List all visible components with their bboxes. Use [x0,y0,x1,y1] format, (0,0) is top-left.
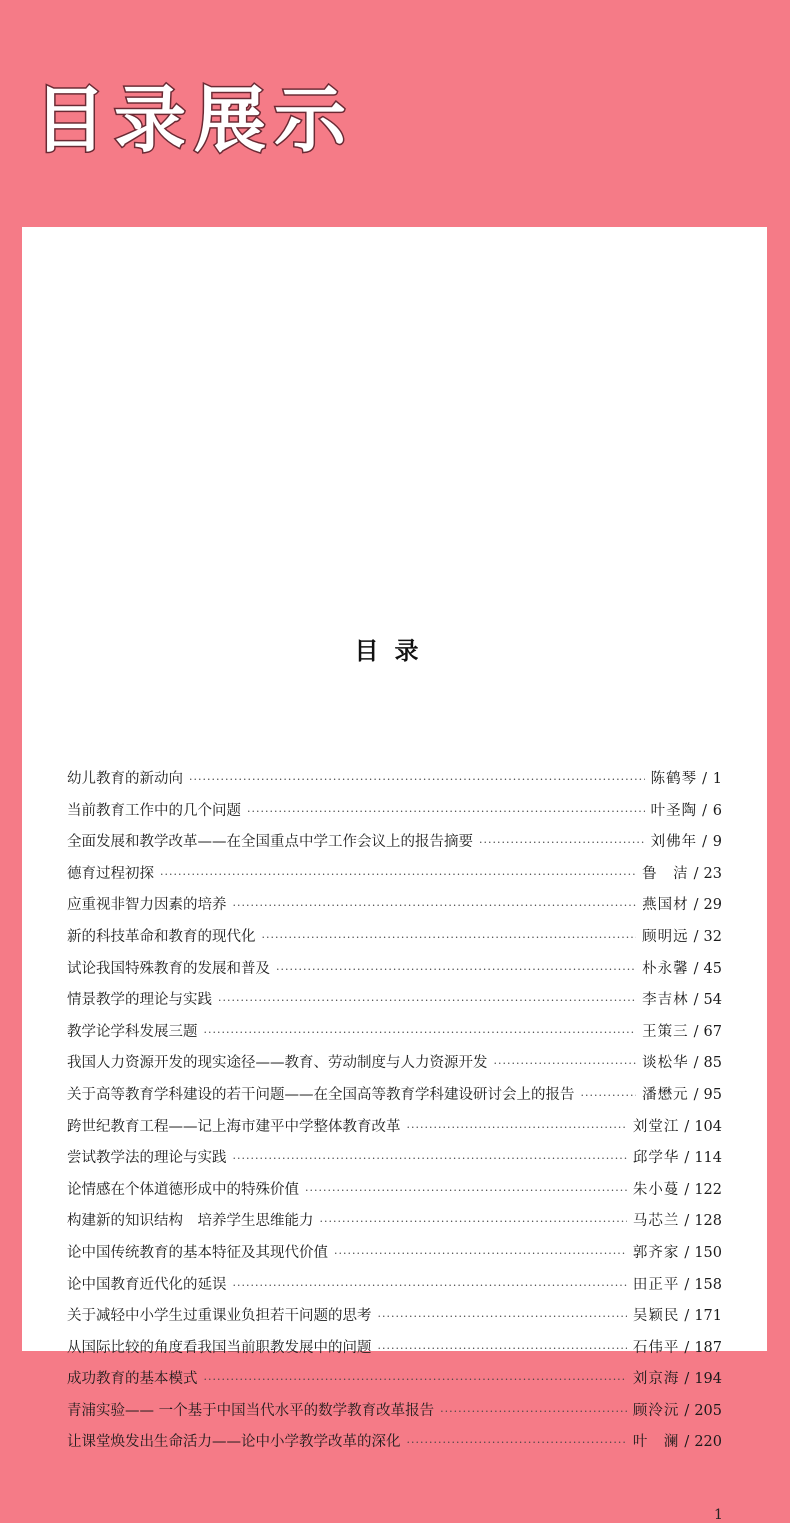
toc-entry-author: 刘堂江 [632,1118,680,1135]
toc-entry [67,1178,722,1210]
toc-entry-separator: / [702,771,707,787]
toc-entry-page: 67 [703,1023,722,1040]
toc-entry-page: 29 [703,897,722,914]
toc-entry-page: 171 [694,1308,722,1325]
toc-entry-author: 谈松华 [642,1055,689,1072]
toc-entry-page: 45 [703,960,722,977]
toc-entry-separator: / [693,992,699,1009]
dot-leader [262,931,637,944]
toc-entry [67,767,722,799]
toc-entry-title: 当前教育工作中的几个问题 [67,802,241,819]
toc-entry-author: 田正平 [632,1276,680,1293]
toc-entry [67,1241,722,1273]
toc-entry-title: 教学论学科发展三题 [67,1023,198,1040]
toc-entry-separator: / [693,1086,699,1103]
dot-leader [440,1405,627,1418]
toc-entry-separator: / [684,1402,690,1419]
toc-entry [67,799,722,831]
toc-entry-author: 叶 澜 [632,1434,680,1451]
toc-entry-page: 95 [703,1086,722,1103]
toc-entry-title: 从国际比较的角度看我国当前职教发展中的问题 [67,1339,372,1356]
toc-entry-separator: / [684,1244,690,1261]
toc-entry-page: 32 [703,928,722,945]
dot-leader [160,868,636,881]
toc-entry-page: 194 [694,1371,722,1388]
toc-entry-separator: / [684,1339,690,1356]
toc-entry-separator: / [693,865,699,882]
toc-entry-title: 试论我国特殊教育的发展和普及 [67,960,270,977]
toc-entry-author: 石伟平 [632,1339,680,1356]
toc-entry [67,893,722,925]
dot-leader [494,1057,637,1070]
toc-entry-page: 9 [712,834,722,851]
toc-entry-title: 幼儿教育的新动向 [67,771,183,787]
page-title: 目录 [354,636,435,665]
toc-entry-author: 郭齐家 [632,1244,680,1261]
toc-entry-title: 关于减轻中小学生过重课业负担若干问题的思考 [67,1308,372,1325]
toc-entry-separator: / [702,834,707,851]
toc-entry-separator: / [684,1434,690,1451]
toc-entry-title: 关于高等教育学科建设的若干问题——在全国高等教育学科建设研讨会上的报告 [67,1086,575,1103]
toc-entry-author: 顾泠沅 [632,1402,680,1419]
dot-leader [407,1121,627,1134]
toc-entry-title: 论中国教育近代化的延误 [67,1276,227,1293]
dot-leader [479,836,645,849]
toc-entry-page: 6 [712,802,722,819]
toc-entry [67,1115,722,1147]
toc-entry-page: 54 [703,992,722,1009]
toc-entry [67,1304,722,1336]
toc-entry-title: 尝试教学法的理论与实践 [67,1150,227,1167]
toc-entry-page: 114 [694,1150,722,1167]
toc-entry-author: 邱学华 [632,1150,680,1167]
toc-entry [67,1367,722,1399]
toc-entry-author: 马芯兰 [632,1213,680,1230]
toc-entry-title: 青浦实验—— 一个基于中国当代水平的数学教育改革报告 [67,1402,435,1419]
dot-leader [581,1089,637,1102]
toc-entry [67,1051,722,1083]
toc-entry-separator: / [693,960,699,977]
toc-entry-title: 论情感在个体道德形成中的特殊价值 [67,1181,299,1198]
toc-entry-title: 让课堂焕发出生命活力——论中小学教学改革的深化 [67,1434,401,1451]
dot-leader [407,1436,627,1449]
toc-entry-page: 1 [712,771,722,787]
dot-leader [378,1310,627,1323]
toc-entry-page: 128 [694,1213,722,1230]
toc-entry-title: 应重视非智力因素的培养 [67,897,227,914]
toc-entry-page: 205 [694,1402,722,1419]
toc-entry [67,1209,722,1241]
toc-entry [67,862,722,894]
toc-entry-title: 全面发展和教学改革——在全国重点中学工作会议上的报告摘要 [67,834,473,851]
toc-entry [67,1273,722,1305]
dot-leader [218,994,636,1007]
dot-leader [189,773,645,786]
dot-leader [204,1026,637,1039]
toc-entry [67,1399,722,1431]
toc-entry-page: 158 [694,1276,722,1293]
dot-leader [233,1152,627,1165]
toc-entry-page: 220 [694,1434,722,1451]
toc-entry-page: 150 [694,1244,722,1261]
toc-entry-separator: / [702,802,707,819]
toc-entry-page: 23 [703,865,722,882]
toc-entry [67,830,722,862]
toc-entry-author: 李吉林 [642,992,689,1009]
toc-entry-author: 顾明远 [642,928,689,945]
toc-entry-title: 论中国传统教育的基本特征及其现代价值 [67,1244,328,1261]
toc-entry-author: 刘佛年 [650,834,698,851]
toc-entry-title: 德育过程初探 [67,865,154,882]
dot-leader [233,1279,627,1292]
dot-leader [305,1184,627,1197]
toc-entry-author: 吴颖民 [632,1308,680,1325]
table-of-contents [67,767,722,1462]
toc-entry-title: 我国人力资源开发的现实途径——教育、劳动制度与人力资源开发 [67,1055,488,1072]
toc-entry-separator: / [693,1055,699,1072]
page-number: 1 [714,1507,723,1523]
dot-leader [276,963,636,976]
toc-entry-separator: / [684,1118,690,1135]
toc-entry [67,1146,722,1178]
banner-title: 目录展示 [34,78,355,162]
dot-leader [334,1247,627,1260]
toc-entry-page: 85 [703,1055,722,1072]
toc-entry-author: 燕国材 [642,897,689,914]
toc-entry-separator: / [684,1308,690,1325]
toc-entry [67,1336,722,1368]
toc-entry-title: 新的科技革命和教育的现代化 [67,928,256,945]
toc-entry-page: 104 [694,1118,722,1135]
toc-entry-page: 122 [694,1181,722,1198]
toc-entry-title: 情景教学的理论与实践 [67,992,212,1009]
toc-entry-author: 刘京海 [632,1371,680,1388]
toc-entry-separator: / [684,1371,690,1388]
toc-entry-author: 叶圣陶 [650,802,698,819]
dot-leader [204,1373,627,1386]
toc-entry-author: 王策三 [642,1023,689,1040]
toc-entry-title: 构建新的知识结构 培养学生思维能力 [67,1213,314,1230]
toc-entry-author: 朱小蔓 [632,1181,680,1198]
toc-entry-page: 187 [694,1339,722,1356]
toc-entry-title: 跨世纪教育工程——记上海市建平中学整体教育改革 [67,1118,401,1135]
toc-entry-separator: / [684,1150,690,1167]
dot-leader [378,1342,627,1355]
document-page [22,227,767,1523]
dot-leader [320,1215,627,1228]
toc-entry [67,1430,722,1462]
toc-entry-author: 潘懋元 [642,1086,689,1103]
toc-entry-separator: / [684,1213,690,1230]
dot-leader [233,899,637,912]
toc-entry [67,1083,722,1115]
toc-entry-author: 陈鹤琴 [650,771,698,787]
toc-entry-author: 鲁 洁 [642,865,689,882]
toc-entry-separator: / [693,897,699,914]
toc-entry-author: 朴永馨 [642,960,689,977]
toc-entry [67,925,722,957]
toc-entry-separator: / [693,928,699,945]
toc-entry-separator: / [684,1181,690,1198]
toc-entry-separator: / [693,1023,699,1040]
dot-leader [247,805,645,818]
toc-entry-title: 成功教育的基本模式 [67,1371,198,1388]
toc-entry [67,957,722,989]
toc-entry [67,988,722,1020]
toc-entry-separator: / [684,1276,690,1293]
toc-entry [67,1020,722,1052]
